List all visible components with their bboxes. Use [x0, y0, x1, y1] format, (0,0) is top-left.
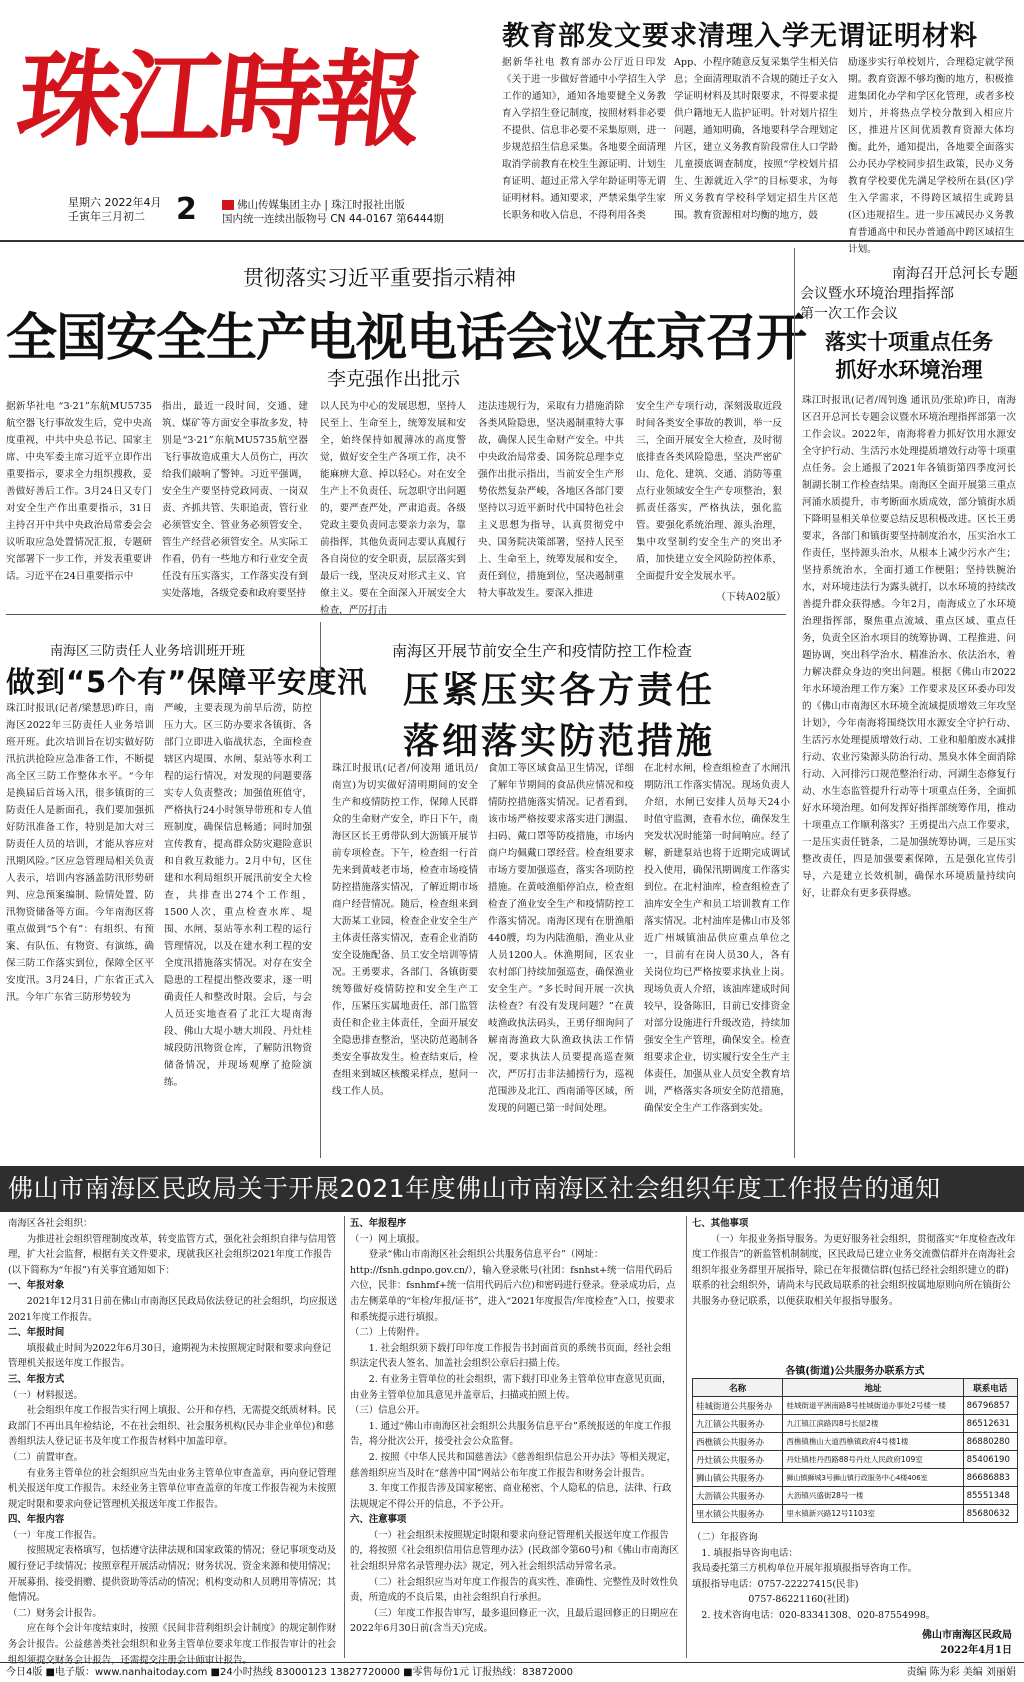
notice-divider-1: [344, 1216, 345, 1658]
sidebar-headline-line-2: 抓好水环境治理: [835, 358, 983, 382]
table-row: [693, 1415, 1018, 1433]
page-footer: [0, 1662, 1024, 1682]
notice-section-heading: 七、其他事项: [692, 1218, 749, 1229]
table-header-cell: 名称: [693, 1379, 783, 1397]
date-line: 星期六 2022年4月: [68, 196, 162, 209]
publisher-info: [222, 198, 444, 226]
table-row: [693, 1397, 1018, 1415]
table-cell: 狮山镇狮城3号狮山镇行政服务中心4楼406室: [783, 1469, 963, 1487]
sidebar-divider: [794, 248, 795, 1158]
notice-paragraph: 填报指导电话：0757-22227415(民非): [692, 1578, 859, 1590]
story-right-headline: [330, 662, 788, 764]
notice-paragraph: 有业务主管单位的社会组织应当先由业务主管单位审查盖章，再向登记管理机关报送年度工作报告。未经业务主管单位审查盖章的年度工作报告视为未按照规定时限和要求向登记管理机关报送年度工作报告。: [8, 1467, 337, 1510]
notice-paragraph: （一）材料报送。: [8, 1389, 84, 1401]
lead-subhead: 李克强作出批示: [327, 368, 461, 390]
story-left-kicker: 南海区三防责任人业务培训班开班: [50, 644, 246, 659]
table-row: [693, 1451, 1018, 1469]
table-cell: 86512631: [963, 1415, 1017, 1433]
masthead-logo: 珠江時報: [11, 38, 425, 161]
story-right-col-2: 食加工等区域食品卫生情况，详细了解年节期间的食品供应情况和疫情防控措施落实情况。记者看到，该市场严格按要求落实进门测温、扫码、戴口罩等防疫措施，市场内商户均佩戴口罩经营。检查组要求市场方要加强巡查，落实各项防控措施。在黄岐渔船停泊点，检查组检查了渔业安全生产和疫情防控工作落实情况。南海区现有在册渔船440艘，均为内陆渔船，渔业从业人员1200人。休渔期间，区农业农村部门持续加强巡查，确保渔业安全生产。“多长时间开展一次执法检查？有没有发现问题？”在黄岐渔政执法码头，王勇仔细询问了解南海渔政大队渔政执法工作情况，要求执法人员要提高巡查频次，严厉打击非法捕捞行为，巡视范围涉及北江、西南涌等区域，所发现的问题已第一时间处理。: [488, 763, 634, 1114]
notice-paragraph: 我局委托第三方机构单位开展年报填报指导咨询工作。: [692, 1563, 918, 1575]
table-cell: 狮山镇公共服务办: [693, 1469, 783, 1487]
notice-paragraph: 按照规定表格填写，包括遵守法律法规和国家政策的情况；登记事项变动及履行登记手续情况；按照章程开展活动情况；财务状况、资金来源和使用情况；开展募捐、接受捐赠、提供资助等活动的情况；机构变动和人员聘用等情况；其他情况。: [8, 1545, 337, 1604]
story-right-kicker: 南海区开展节前安全生产和疫情防控工作检查: [392, 642, 693, 660]
notice-paragraph: （三）信息公开。: [350, 1405, 426, 1417]
notice-signature: 佛山市南海区民政局: [922, 1630, 1012, 1641]
notice-section-heading: 五、年报程序: [350, 1218, 407, 1229]
story-left-col-2: 严峻，主要表现为前旱后涝，防控压力大。区三防办要求各镇街、各部门立即进入临战状态，全面检查辖区内堤围、水闸、泵站等水利工程的运行情况，对发现的问题要落实专人负责整改；加强值班值守，严格执行24小时领导带班和专人值班制度，确保信息畅通；同时加强宣传教育，提高群众防灾避险意识和自救互救能力。2月中旬，区住建和水利局组织开展汛前安全大检查，共排查出274个工作组，1500人次，重点检查水库、堤围、水闸、泵站等水利工程的运行管理情况，以及在建水利工程的安全度汛措施落实情况。对存在安全隐患的工程提出整改要求，逐一明确责任人和整改时限。会后，与会人员还实地查看了北江大堤南海段、佛山大堤小塘大圳段、丹灶桂城段防汛物资仓库，了解防汛物资储备情况，并现场观摩了抢险演练。: [164, 703, 312, 1088]
table-cell: 85406190: [963, 1451, 1017, 1469]
table-cell: 桂城街道公共服务办: [693, 1397, 783, 1415]
sidebar-kicker-line-1: 南海召开总河长专题: [892, 266, 1018, 282]
notice-paragraph: （一）年度工作报告。: [8, 1529, 102, 1541]
cn-line: 国内统一连续出版物号 CN 44-0167 第6444期: [222, 213, 444, 225]
notice-section-heading: 一、年报对象: [8, 1280, 65, 1292]
story-divider: [320, 622, 321, 1158]
table-cell: 九江镇公共服务办: [693, 1415, 783, 1433]
sidebar-headline: [800, 328, 1018, 384]
table-header-row: [693, 1379, 1018, 1397]
lead-col-1: 据新华社电 “3·21”东航MU5735航空器飞行事故发生后，党中央高度重视，中共中央总书记、国家主席、中央军委主席习近平立即作出重要指示，要求全力组织搜救，妥善做好善后工作。3月24日又专门对安全生产作出重要指示，31日主持召开中共中央政治局常委会会议听取应急处置情况汇报，专题研究部署下一步工作，并发表重要讲话。习近平在24日重要指示中: [6, 401, 152, 582]
notice-col-2: [350, 1216, 680, 1660]
table-cell: 西樵镇公共服务办: [693, 1433, 783, 1451]
story-left-col-1: 珠江时报讯(记者/梁慧思)昨日，南海区2022年三防责任人业务培训班开班。此次培训旨在切实做好防汛抗洪抢险应急准备工作，不断提高全区三防工作整体水平。“今年是换届后首场入汛，很多镇街的三防责任人是新面孔，我们要加强抓好防汛准备工作，特别是加大对三防责任人员的培训，才能从容应对汛期风险。”区应急管理局相关负责人表示，培训内容涵盖防汛形势研判、应急预案编制、险情处置、防汛物资储备等方面。今年南海区将重点做到“5个有”：有组织、有预案、有队伍、有物资、有演练，确保三防工作落实到位，保障全区平安度汛。3月24日，广东省正式入汛。今年广东省三防形势较为: [6, 703, 154, 1003]
story-right-col-1: 珠江时报讯(记者/何凌翔 通讯员/南宣)为切实做好清明期间的安全生产和疫情防控工作，保障人民群众的生命财产安全，昨日下午，南海区区长王勇带队到大沥镇开展节前专项检查。下午，检查组一行首先来到黄岐老市场，检查市场疫情防控措施落实情况，了解近期市场商户经营情况。随后，检查组来到大沥某工业园，检查企业安全生产主体责任落实情况，查看企业消防安全设施配备、员工安全培训等情况。王勇要求，各部门、各镇街要统筹做好疫情防控和安全生产工作，压紧压实属地责任、部门监管责任和企业主体责任，全面开展安全隐患排查整治，坚决防范遏制各类安全事故发生。检查结束后，检查组来到城区核酸采样点，慰问一线工作人员。: [332, 763, 478, 1097]
table-cell: 86796857: [963, 1397, 1017, 1415]
top-story-col-2: App、小程序随意反复采集学生相关信息；全面清理取消不合规的随迁子女入学证明材料及其时限要求，不得要求提供户籍地无人监护证明。针对划片招生问题，通知明确，各地要科学合理划定片区，建立义务教育阶段常住人口学龄儿童摸底调查制度，按照“学校划片招生、生源就近入学”的目标要求，为每所义务教育学校科学划定招生片区范围。教育资源相对均衡的地方，鼓: [674, 57, 838, 221]
lead-col-2: 指出，最近一段时间，交通、建筑、煤矿等方面安全事故多发，特别是“3·21”东航MU5735航空器飞行事故造成重大人员伤亡，再次给我们敲响了警钟。习近平强调，安全生产要坚持党政同责、一岗双责、齐抓共管、失职追责，管行业必须管安全、管业务必须管安全、管生产经营必须管安全。从实际工作看，仍有一些地方和行业安全责任没有压实落实，工作落实没有到实处落地，各级党委和政府要坚持: [162, 401, 308, 599]
office-contact-table: [692, 1378, 1018, 1523]
table-row: [693, 1469, 1018, 1487]
story-right-col-3: 在北村水闸，检查组检查了水闸汛期防汛工作落实情况。现场负责人介绍，水闸已安排人员每天24小时值守监测，查看水位，确保发生突发状况时能第一时间响应。经了解，新建泵站也将于近期完成调试投入使用，确保汛期调度工作落实到位。在北村油库，检查组检查了油库安全生产和员工培训教育工作落实情况。北村油库是佛山市及邻近广州城镇油品供应重点单位之一，目前有在岗人员30人，各有关岗位均已严格按要求执业上岗。现场负责人介绍，该油库建成时间较早，设备陈旧，目前已安排资金对部分设施进行升级改造，持续加强安全生产管理，确保安全。检查组要求企业，切实履行安全生产主体责任，加强从业人员安全教育培训，严格落实各项安全防范措施，确保安全生产工作落到实处。: [644, 763, 790, 1114]
notice-paragraph: 1. 通过“佛山市南海区社会组织公共服务信息平台”系统报送的年度工作报告，将分批次公开，接受社会公众监督。: [350, 1420, 672, 1448]
publisher-line: 佛山传媒集团主办 | 珠江时报社出版: [237, 199, 405, 211]
lead-headline: 全国安全生产电视电话会议在京召开: [6, 309, 807, 368]
notice-paragraph: 2. 技术咨询电话：020-83341308、020-87554998。: [701, 1609, 936, 1621]
table-cell: 丹灶镇桂丹西路88号丹灶人民政府109室: [783, 1451, 963, 1469]
lead-kicker: 贯彻落实习近平重要指示精神: [243, 266, 516, 290]
footer-info: 今日4版 ■电子版：www.nanhaitoday.com ■24小时热线 83000123 13827720000 ■零售每份1元 订报热线：83872000: [6, 1667, 574, 1678]
story-right-headline-line-1: 压紧压实各方责任: [402, 670, 715, 711]
table-header-cell: 联系电话: [963, 1379, 1017, 1397]
notice-section-heading: 六、注意事项: [350, 1514, 407, 1526]
notice-paragraph: （二）年报咨询: [692, 1532, 758, 1543]
notice-paragraph: （一）网上填报。: [350, 1233, 426, 1245]
table-cell: 大沥镇兴盛街28号一楼: [783, 1487, 963, 1505]
lunar-date-line: 壬寅年三月初二: [68, 210, 145, 223]
notice-paragraph: （二）财务会计报告。: [8, 1607, 102, 1619]
table-cell: 丹灶镇公共服务办: [693, 1451, 783, 1469]
lead-col-3: 以人民为中心的发展思想，坚持人民至上、生命至上，统筹发展和安全，始终保持如履薄冰的高度警觉，做好安全生产各项工作，决不能麻痹大意、掉以轻心。对在安全生产上不负责任、玩忽职守出问题的，要严查严处，严肃追责。各级党政主要负责同志要亲力亲为，靠前指挥，其他负责同志要认真履行各自岗位的安全职责，层层落实到最后一线，坚决反对形式主义、官僚主义。要在全面深入开展安全大检查，严厉打击: [320, 401, 466, 616]
page-number: 2: [176, 192, 197, 227]
notice-signature-block: [692, 1628, 1012, 1658]
sidebar-kicker-line-2: 会议暨水环境治理指挥部: [800, 286, 954, 302]
notice-paragraph: 2021年12月31日前在佛山市南海区民政局依法登记的社会组织，均应报送2021年度工作报告。: [8, 1295, 338, 1323]
notice-paragraph: 应在每个会计年度结束时，按照《民间非营利组织会计制度》的规定制作财务会计报告。公益慈善类社会组织和业务主管单位要求年度工作报告审计的社会组织须提交财务会计报告，还需提交注册会计师审计报告。: [8, 1623, 337, 1666]
lead-col-4: 违法违规行为，采取有力措施消除各类风险隐患，坚决遏制重特大事故，确保人民生命财产安全。中共中央政治局常委、国务院总理李克强作出批示指出，当前安全生产形势依然复杂严峻，各地区各部门要坚持以习近平新时代中国特色社会主义思想为指导，认真贯彻党中央、国务院决策部署，坚持人民至上、生命至上，统筹发展和安全，责任到位，措施到位，坚决遏制重特大事故发生。要深入推进: [478, 401, 624, 599]
notice-paragraph: （二）社会组织应当对年度工作报告的真实性、准确性、完整性及时效性负责，所造成的不良后果，由社会组织自行承担。: [350, 1576, 679, 1604]
notice-paragraph: 0757-86221160(社团): [748, 1594, 850, 1606]
notice-paragraph: 2. 按照《中华人民共和国慈善法》《慈善组织信息公开办法》等相关规定，慈善组织应当及时在“慈善中国”网站公布年度工作报告和财务会计报告。: [350, 1451, 677, 1479]
notice-paragraph: （三）年度工作报告审写，最多退回修正一次，且最后退回修正的日期应在2022年6月30日前(含当天)完成。: [350, 1607, 679, 1635]
notice-paragraph: （一）社会组织未按照规定时限和要求向登记管理机关报送年度工作报告的，将按照《社会组织信用信息管理办法》(民政部令第60号)和《佛山市南海区社会组织异常名录管理办法》规定，列入社会组织活动异常名录。: [350, 1529, 679, 1573]
office-table-title: 各镇(街道)公共服务办联系方式: [785, 1366, 925, 1377]
notice-paragraph: 填报截止时间为2022年6月30日，逾期视为未按照规定时限和要求向登记管理机关报送年度工作报告。: [8, 1342, 332, 1370]
top-story-headline: 教育部发文要求清理入学无谓证明材料: [502, 21, 978, 52]
table-row: [693, 1487, 1018, 1505]
notice-paragraph: （二）上传附件。: [350, 1327, 426, 1339]
publisher-logo-icon: [222, 200, 234, 210]
notice-paragraph: 3. 年度工作报告涉及国家秘密、商业秘密、个人隐私的信息，法律、行政法规规定不得公开的信息，不予公开。: [350, 1483, 672, 1510]
sidebar-kicker-line-3: 第一次工作会议: [800, 306, 898, 322]
story-left-headline: 做到“5个有”保障平安度汛: [6, 665, 368, 699]
notice-paragraph: 1. 填报指导咨询电话：: [701, 1547, 798, 1559]
table-cell: 里水镇新兴路12号1103室: [783, 1505, 963, 1523]
lead-bottom-rule: [6, 614, 786, 615]
notice-divider-2: [686, 1216, 687, 1658]
notice-banner: 佛山市南海区民政局关于开展2021年度佛山市南海区社会组织年度工作报告的通知: [0, 1166, 1024, 1212]
notice-section-heading: 四、年报内容: [8, 1514, 65, 1526]
table-cell: 大沥镇公共服务办: [693, 1487, 783, 1505]
top-story-col-1: 据新华社电 教育部办公厅近日印发《关于进一步做好普通中小学招生入学工作的通知》，通知各地要健全义务教育入学招生登记制度，按照材料非必要不提供、信息非必要不采集原则，进一步规范招生信息采集。各地要全面清理取消学前教育在校生生源证明、计划生育证明、超过正常入学年龄证明等无谓证明材料。通知要求，严禁采集学生家长职务和收入信息，不得利用各类: [502, 57, 666, 221]
notice-paragraph: 登录“佛山市南海区社会组织公共服务信息平台”（网址：http://fsnh.gdnpo.gov.cn/），输入登录帐号(社团：fsnhst+统一信用代码后六位，民非：fsnhmf+统一信用代码后六位)和密码进行登录。登录成功后，点击左侧菜单的“年检/年报/证书”，进入“2021年度报告/年度检查”入口，按要求和系统提示进行填报。: [350, 1249, 676, 1323]
notice-paragraph: 南海区各社会组织：: [8, 1218, 93, 1229]
table-cell: 西樵镇樵山大道西樵镇政府4号楼1楼: [783, 1433, 963, 1451]
sidebar-headline-line-1: 落实十项重点任务: [825, 330, 993, 354]
notice-col-1: [8, 1216, 338, 1666]
issue-date: [68, 196, 162, 224]
story-right-headline-line-2: 落细落实防范措施: [402, 721, 715, 762]
table-header-cell: 地址: [783, 1379, 963, 1397]
table-cell: 桂城街道平洲南路8号桂城街道办事处2号楼一楼: [783, 1397, 963, 1415]
table-cell: 86686883: [963, 1469, 1017, 1487]
table-row: [693, 1505, 1018, 1523]
lead-col-5: 安全生产专项行动，深刻汲取近段时间各类安全事故的教训，举一反三，全面开展安全大检查，及时彻底排查各类风险隐患，坚决严密矿山、危化、建筑、交通、消防等重点行业领域安全生产专项整治，狠抓责任落实，严格执法，强化监管。要强化系统治理、源头治理，集中攻坚制约安全生产的突出矛盾，加快建立安全风险防控体系，全面提升安全发展水平。: [636, 401, 782, 582]
notice-paragraph: 社会组织年度工作报告实行网上填报、公开和存档，无需提交纸质材料。民政部门不再出具年检结论，不在社会组织、社会服务机构(民办非企业单位)和慈善组织法人登记证书及年度工作报告材料中加盖印章。: [8, 1405, 337, 1448]
top-story-col-3: 励逐步实行单校划片，合理稳定就学预期。教育资源不够均衡的地方，积极推进集团化办学和学区化管理，或者多校划片，并将热点学校分散到入相应片区，推进片区间优质教育资源大体均衡。此外，通知提出，各地要全面落实公办民办学校同步招生政策，民办义务教育学校要优先满足学校所在县(区)学生入学需求，不得跨区域招生或跨县(区)违规招生。进一步压减民办义务教育普通高中和民办普通高中跨区域招生计划。: [848, 57, 1014, 255]
notice-section-heading: 三、年报方式: [8, 1373, 65, 1385]
sidebar-body: 珠江时报讯(记者/周钊逸 通讯员/张琼)昨日，南海区召开总河长专题会议暨水环境治理指挥部第一次工作会议。2022年，南海将着力抓好饮用水源安全守护行动、生活污水处理提质增效行动等十项重点任务。会上通报了2021年各镇街第四季度河长制湖长制工作检查结果。南海区全面开展第三重点河涌水质提升，市考断面水质成效，部分镇街水质下降明显相关单位要总结反思积极改进。区长王勇要求，各部门和镇街要坚持制度治水，压实治水工作责任，坚持源头治水，从根本上减少污水产生；坚持系统治水，全面打通工作梗阻；坚持铁腕治水，对环境违法行为露头就打，以水环境的持续改善提升群众获得感。今年2月，南海成立了水环境治理指挥部，聚焦重点流域、重点区域、重点任务，负责全区治水项目的统筹协调、工程推进、问题协调，突出科学治水、精准治水、依法治水，着力解决群众身边的突出问题。根据《佛山市2022年水环境治理工作方案》工作要求及区环委办印发的《佛山市南海区水环境全流域提质增效三年攻坚计划》，今年南海将围绕饮用水源安全守护行动、生活污水处理提质增效行动、工业和船舶废水减排行动、农业污染源头防治行动、黑臭水体全面消除行动、入河排污口规范整治行动、河湖生态修复行动、水生态监管提升行动等十项重点任务，全面抓好水环境治理。如何发挥好指挥部统筹作用，推动十项重点工作顺利落实？王勇提出六点工作要求，一是压实责任链条，二是加强统筹协调，三是压实整改责任，四是加强要素保障，五是强化宣传引导，六是建立长效机制，确保水环境质量持续向好，让群众有更多获得感。: [802, 395, 1016, 899]
notice-col-3-intro: [692, 1216, 1018, 1358]
table-cell: 85551348: [963, 1487, 1017, 1505]
table-cell: 86880280: [963, 1433, 1017, 1451]
notice-paragraph: 为推进社会组织管理制度改革，转变监管方式，强化社会组织自律与信用管理，扩大社会监督，根据有关文件要求，现就我区社会组织2021年度工作报告(以下简称为“年报”)有关事宜通知如下：: [8, 1233, 337, 1276]
notice-col-3-contacts: [692, 1530, 1018, 1630]
table-cell: 里水镇公共服务办: [693, 1505, 783, 1523]
notice-paragraph: （一）年报业务指导服务。为更好服务社会组织，贯彻落实“年度检查改年度工作报告”的新监管机制制度，区民政局已建立业务交流微信群并在南海社会组织年报业务群里开展指导，除已在年报微信群(包括已经社会组织建立的群)联系的社会组织外，请尚未与民政局联系的社会组织按属地原则向所在镇街公共服务办登记联系，以便获取相关年报指导服务。: [692, 1233, 1016, 1307]
sidebar-kicker: [800, 264, 1018, 324]
masthead-divider: [0, 240, 1024, 242]
table-cell: 85680632: [963, 1505, 1017, 1523]
notice-paragraph: 2. 有业务主管单位的社会组织，需下载打印业务主管单位审查意见页面，由业务主管单位加具意见并盖章后，扫描或拍照上传。: [350, 1373, 672, 1401]
table-row: [693, 1433, 1018, 1451]
notice-section-heading: 二、年报时间: [8, 1327, 65, 1339]
footer-editors: 责编 陈为彩 美编 刘丽娟: [906, 1667, 1016, 1678]
table-cell: 九江镇江滨路四8号长屋2楼: [783, 1415, 963, 1433]
notice-paragraph: 1. 社会组织须下载打印年度工作报告书封面首页的系统书页面，经社会组织法定代表人签名、加盖社会组织公章后扫描上传。: [350, 1342, 672, 1370]
lead-jump-line: （下转A02版）: [716, 592, 786, 603]
notice-paragraph: （二）前置审查。: [8, 1451, 84, 1463]
notice-date: 2022年4月1日: [940, 1645, 1012, 1656]
